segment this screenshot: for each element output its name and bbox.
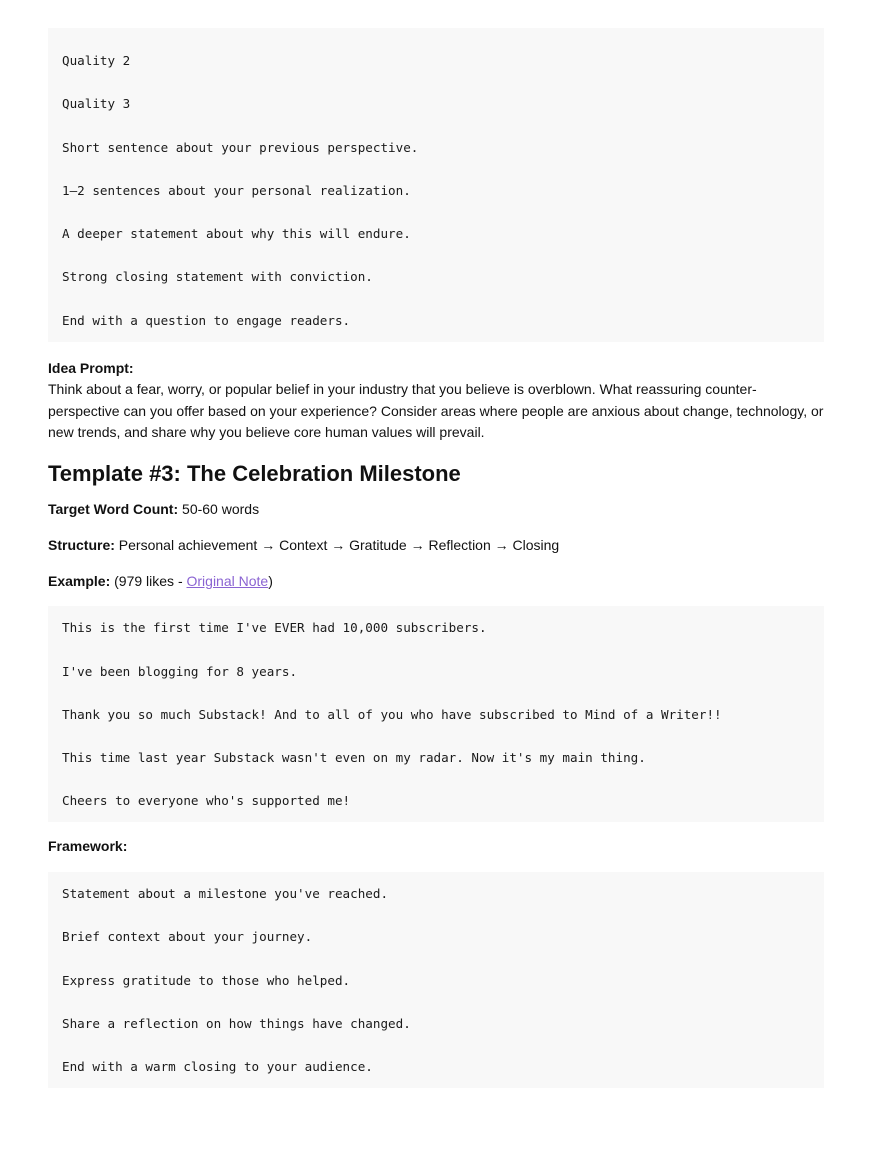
code-line: Brief context about your journey. (62, 929, 313, 945)
code-line: 1–2 sentences about your personal realization. (62, 182, 411, 198)
structure-value: Personal achievement → Context → Gratitude → Reflection → Closing (118, 536, 560, 553)
code-block-example (48, 606, 824, 822)
code-line: Strong closing statement with conviction. (62, 269, 373, 285)
idea-prompt-label: Idea Prompt: (48, 359, 134, 376)
example-label: Example: (48, 572, 111, 589)
code-line: Quality 3 (62, 96, 131, 112)
code-line: Short sentence about your previous perspective. (62, 139, 419, 155)
framework-label: Framework: (48, 838, 128, 855)
target-word-count (48, 499, 824, 521)
code-line: Thank you so much Substack! And to all of you who have subscribed to Mind of a Writer!! (62, 706, 722, 722)
code-line: Share a reflection on how things have changed. (62, 1015, 411, 1031)
word-count-label: Target Word Count: (48, 500, 179, 517)
document-page (48, 28, 824, 1088)
code-line: I've been blogging for 8 years. (62, 663, 298, 679)
example-prefix: (979 likes - (114, 572, 187, 589)
structure-label: Structure: (48, 536, 115, 553)
code-block-framework-template3 (48, 872, 824, 1088)
example-suffix: ) (268, 572, 273, 589)
code-line: Express gratitude to those who helped. (62, 972, 351, 988)
code-line: Statement about a milestone you've reached. (62, 885, 389, 901)
code-line: This is the first time I've EVER had 10,000 subscribers. (62, 620, 487, 636)
code-line: Quality 2 (62, 53, 131, 68)
code-line: End with a question to engage readers. (62, 312, 351, 328)
code-line: End with a warm closing to your audience. (62, 1059, 373, 1075)
code-line: Cheers to everyone who's supported me! (62, 793, 351, 809)
code-line: A deeper statement about why this will endure. (62, 226, 411, 242)
idea-prompt-text: Think about a fear, worry, or popular belief in your industry that you believe is overblown. What reassuring counter-perspective can you offer based on your experience? Consider areas where people are anxious about change, technology, or new trends, and share why you believe core human values will prevail. (48, 381, 824, 441)
word-count-value: 50-60 words (182, 500, 260, 517)
structure-line (48, 535, 824, 557)
section-heading-template-3: Template #3: The Celebration Milestone (48, 460, 461, 486)
example-line (48, 571, 824, 593)
original-note-link[interactable]: Original Note (186, 572, 269, 589)
code-line: This time last year Substack wasn't even on my radar. Now it's my main thing. (62, 750, 646, 766)
code-block-framework-template2 (48, 28, 824, 342)
